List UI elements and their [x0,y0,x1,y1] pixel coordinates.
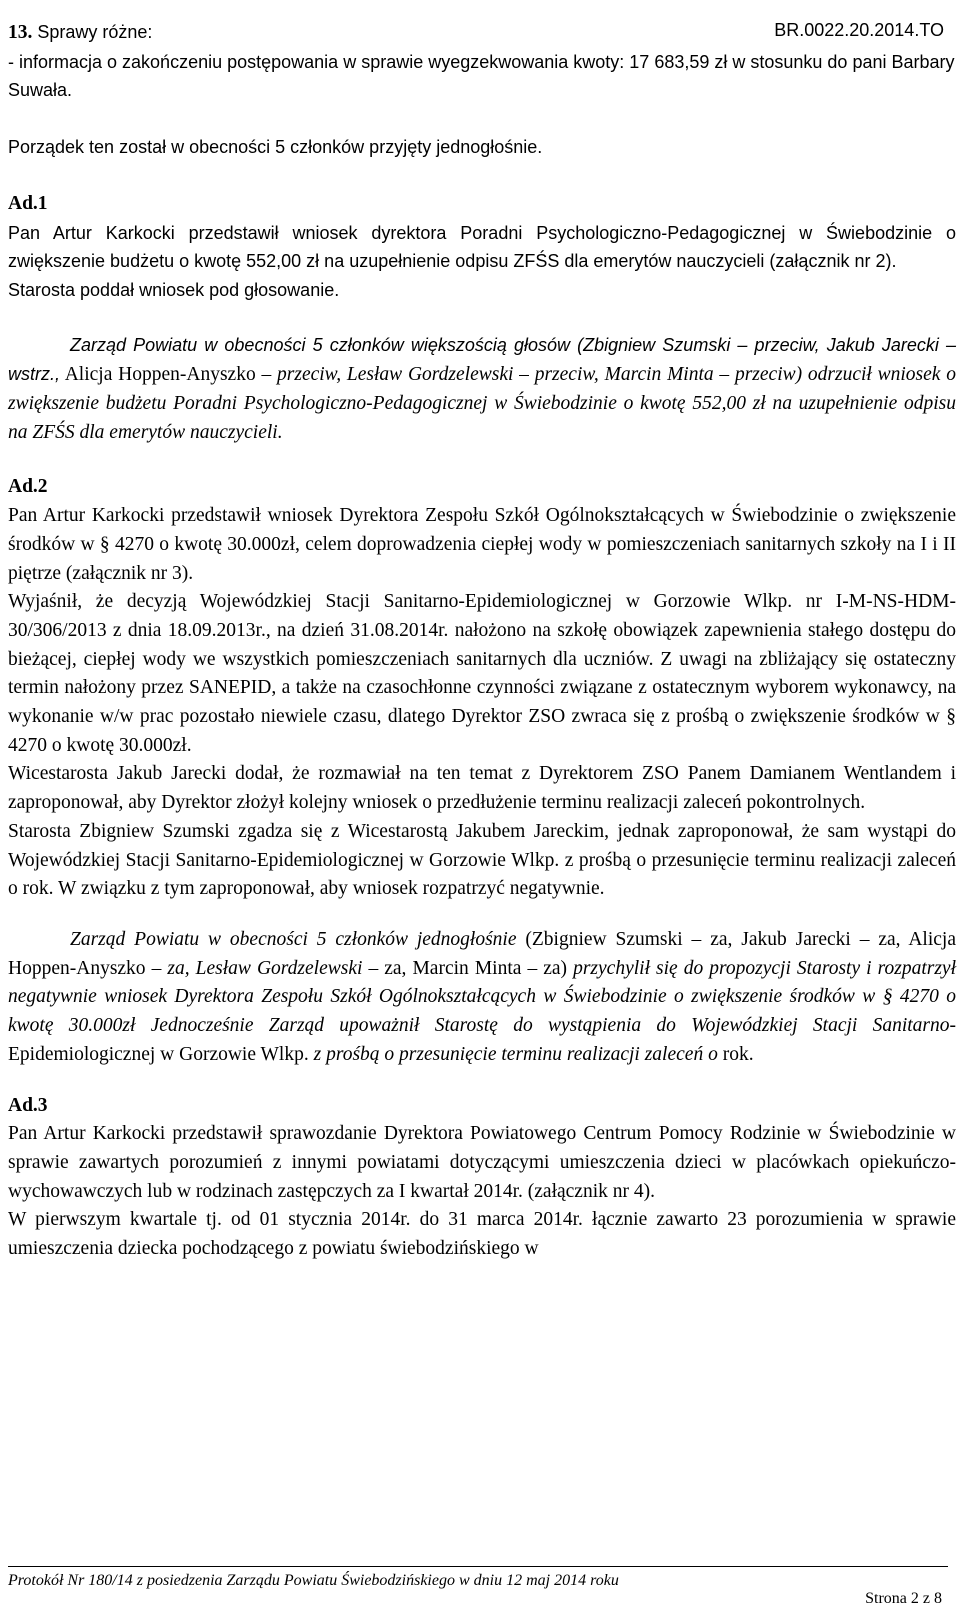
page-number: Strona 2 z 8 [865,1590,942,1607]
ad1-body: Pan Artur Karkocki przedstawił wniosek dyrektora Poradni Psychologiczno-Pedagogicznej w Świebodzinie o zwiększenie budżetu o kwotę 552,00 zł na uzupełnienie odpisu ZFŚS dla emerytów nauczycieli (załącznik nr 2). [8,222,956,272]
ad3-paragraph-1: Pan Artur Karkocki przedstawił sprawozdanie Dyrektora Powiatowego Centrum Pomocy Rodzinie w Świebodzinie w sprawie zawartych porozumień z innymi powiatami dotyczącymi umieszczenia dzieci w placówkach opiekuńczo-wychowawczych lub w rodzinach zastępczych za I kwartał 2014r. (załącznik nr 4). [8,1123,956,1202]
ad2-res-part-8: rok. [717,1043,754,1065]
document-body [8,18,956,1264]
ad2-paragraph-4: Starosta Zbigniew Szumski zgadza się z Wicestarostą Jakubem Jareckim, jednak zaproponował, że sam wystąpi do Wojewódzkiej Stacji Sanitarno-Epidemiologicznej w Gorzowie Wlkp. z prośbą o przesunięcie terminu realizacji zaleceń o rok. W związku z tym zaproponował, aby wniosek rozpatrzyć negatywnie. [8,820,956,900]
ad1-resolution [8,331,956,448]
info-line: - informacja o zakończeniu postępowania w sprawie wyegzekwowania kwoty: 17 683,59 zł w stosunku do pani Barbary Suwała. [8,51,955,101]
section-number: 13. [8,22,33,43]
ad2-res-part-4: – za, Marcin Minta – za) [362,957,574,979]
ad1-heading: Ad.1 [8,192,48,214]
ad2-paragraph-3: Wicestarosta Jakub Jarecki dodał, że rozmawiał na ten temat z Dyrektorem ZSO Panem Damianem Wentlandem i zaproponował, aby Dyrektor złożył kolejny wniosek o przedłużenie terminu realizacji zaleceń pokontrolnych. [8,763,956,814]
section-heading [8,18,956,48]
ad2-resolution [8,926,956,1070]
document-reference: BR.0022.20.2014.TO [774,20,944,40]
ad3-paragraph-2: W pierwszym kwartale tj. od 01 stycznia 2014r. do 31 marca 2014r. łącznie zawarto 23 porozumienia w sprawie umieszczenia dziecka pochodzącego z powiatu świebodzińskiego w [8,1209,956,1260]
footer-divider [8,1566,948,1567]
ad2-res-part-1: Zarząd Powiatu w obecności 5 członków jednogłośnie [70,928,517,950]
ad2-res-part-2: (Zbigniew Szumski – za, Jakub Jarecki – za, Alicja Hoppen-Anyszko – [8,928,956,979]
ad1-res-part-3: przeciw, Lesław Gordzelewski – przeciw, Marcin Minta – przeciw) odrzucił wniosek o zwiększenie budżetu Poradni Psychologiczno-Pedagogicznej w Świebodzinie o kwotę 552,00 zł na uzupełnienie odpisu na ZFŚS dla emerytów nauczycieli. [8,364,956,443]
footer-protocol: Protokół Nr 180/14 z posiedzenia Zarządu Powiatu Świebodzińskiego w dniu 12 maj 2014 roku [8,1572,619,1589]
ad2-heading: Ad.2 [8,476,48,498]
ad1-vote-call: Starosta poddał wniosek pod głosowanie. [8,279,340,300]
agenda-accepted: Porządek ten został w obecności 5 członków przyjęty jednogłośnie. [8,137,543,158]
ad1-res-part-1: Zarząd Powiatu w obecności 5 członków większością głosów (Zbigniew Szumski – przeciw, Jakub Jarecki – wstrz., [8,334,956,385]
section-title: Sprawy różne: [32,22,153,42]
ad2-res-part-6: Epidemiologicznej w Gorzowie Wlkp. [8,1043,314,1065]
ad1-res-part-2: Alicja Hoppen-Anyszko – [60,364,278,386]
ad2-res-part-3: za, Lesław Gordzelewski [167,957,363,979]
ad2-paragraph-2: Wyjaśnił, że decyzją Wojewódzkiej Stacji Sanitarno-Epidemiologicznej w Gorzowie Wlkp. nr I-M-NS-HDM-30/306/2013 z dnia 18.09.2013r., na dzień 31.08.2014r. nałożono na szkołę obowiązek zapewnienia stałego dostępu do bieżącej, ciepłej wody we wszystkich pomieszczeniach sanitarnych dla uczniów. Z uwagi na zbliżający się ostateczny termin nałożony przez SANEPID, a także na czasochłonne czynności związane z ostatecznym wyborem wykonawcy, na wykonanie w/w prac pozostało niewiele czasu, dlatego Dyrektor ZSO zwraca się z prośbą o zwiększenie środków w § 4270 o kwotę 30.000zł. [8,591,956,756]
ad2-res-part-5: przychylił się do propozycji Starosty i rozpatrzył negatywnie wniosek Dyrektora Zespołu Szkół Ogólnokształcących w Świebodzinie o zwiększenie środków w § 4270 o kwotę 30.000zł Jednocześnie Zarząd upoważnił Starostę do wystąpienia do Wojewódzkiej Stacji Sanitarno- [8,957,956,1037]
ad2-res-part-7: z prośbą o przesunięcie terminu realizacji zaleceń o [313,1043,718,1065]
ad3-heading: Ad.3 [8,1094,48,1116]
ad2-paragraph-1: Pan Artur Karkocki przedstawił wniosek Dyrektora Zespołu Szkół Ogólnokształcących w Świebodzinie o zwiększenie środków w § 4270 o kwotę 30.000zł, celem doprowadzenia ciepłej wody w pomieszczeniach sanitarnych szkoły na I i II piętrze (załącznik nr 3). [8,505,956,584]
